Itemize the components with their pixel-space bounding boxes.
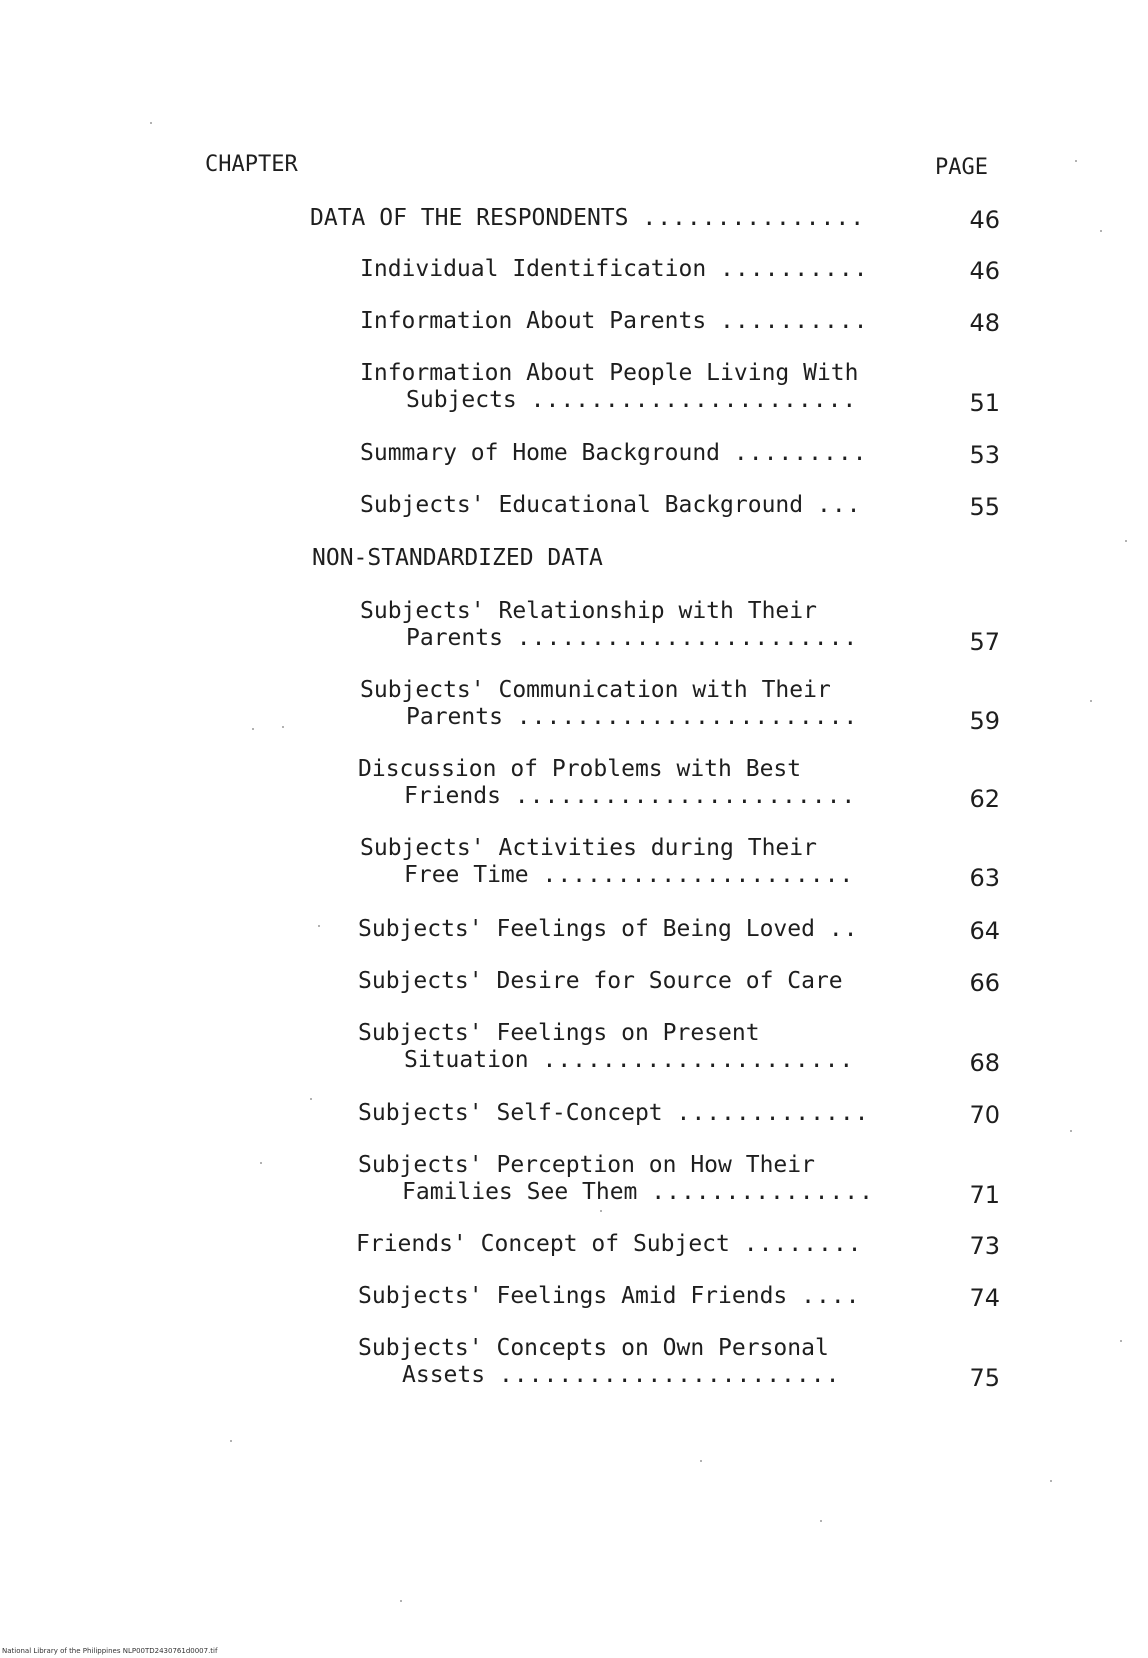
entry-title: Subjects' Feelings Amid Friends xyxy=(358,1283,788,1309)
entry-title: Information About Parents xyxy=(360,308,707,334)
toc-entry xyxy=(360,677,831,704)
page-number: 62 xyxy=(969,785,1000,813)
page-number: 53 xyxy=(969,441,1000,469)
toc-entry xyxy=(358,968,843,995)
dot-leader: .... xyxy=(801,1283,861,1309)
toc-entry-continuation xyxy=(404,1047,854,1074)
dot-leader: .. xyxy=(828,916,859,942)
page-number: 66 xyxy=(969,969,1000,997)
entry-title: Information About People Living With xyxy=(360,360,859,386)
page-number: 74 xyxy=(969,1284,1000,1312)
toc-entry-continuation xyxy=(406,387,857,414)
toc-entry-continuation xyxy=(406,704,858,731)
dot-leader: ...................... xyxy=(530,387,858,413)
page-number: 57 xyxy=(969,628,1000,656)
toc-entry xyxy=(360,256,869,283)
entry-title: Subjects' Self-Concept xyxy=(358,1100,663,1126)
section-title: NON-STANDARDIZED DATA xyxy=(312,545,603,571)
entry-title-continued: Assets xyxy=(402,1362,486,1388)
page-number: 64 xyxy=(969,917,1000,945)
dot-leader: ....................... xyxy=(514,783,857,809)
page-number: 46 xyxy=(969,206,1000,234)
toc-entry xyxy=(358,1335,829,1362)
toc-entry xyxy=(360,308,869,335)
entry-title: Individual Identification xyxy=(360,256,707,282)
page-number: 71 xyxy=(969,1181,1000,1209)
dot-leader: ..................... xyxy=(542,862,855,888)
toc-entry xyxy=(360,492,862,519)
entry-title: Subjects' Feelings of Being Loved xyxy=(358,916,815,942)
page-number: 46 xyxy=(969,257,1000,285)
toc-entry xyxy=(358,1152,815,1179)
toc-entry xyxy=(358,1283,861,1310)
entry-title-continued: Families See Them xyxy=(402,1179,638,1205)
entry-title-continued: Parents xyxy=(406,704,503,730)
entry-title-continued: Subjects xyxy=(406,387,517,413)
page-number: 73 xyxy=(969,1232,1000,1260)
entry-title: Subjects' Desire for Source of Care xyxy=(358,968,843,994)
dot-leader: ..................... xyxy=(542,1047,855,1073)
toc-entry xyxy=(358,916,859,943)
dot-leader: ....................... xyxy=(516,625,859,651)
toc-entry xyxy=(360,360,859,387)
toc-entry-continuation xyxy=(402,1362,840,1389)
scan-footer: National Library of the Philippines NLP00TD2430761d0007.tif xyxy=(2,1647,218,1655)
entry-title: Friends' Concept of Subject xyxy=(356,1231,730,1257)
page-number: 59 xyxy=(969,707,1000,735)
toc-entry xyxy=(360,835,817,862)
dot-leader: ............... xyxy=(642,205,866,231)
entry-title: Subjects' Communication with Their xyxy=(360,677,831,703)
page-number: 63 xyxy=(969,864,1000,892)
dot-leader: ............. xyxy=(676,1100,870,1126)
dot-leader: ............... xyxy=(651,1179,874,1205)
entry-title: Subjects' Activities during Their xyxy=(360,835,817,861)
toc-entry xyxy=(356,1231,863,1258)
toc-entry xyxy=(360,440,868,467)
toc-entry xyxy=(360,598,817,625)
entry-title: Subjects' Concepts on Own Personal xyxy=(358,1335,829,1361)
dot-leader: ........ xyxy=(743,1231,863,1257)
page-number: 51 xyxy=(969,389,1000,417)
page-column-header: PAGE xyxy=(935,155,988,180)
dot-leader: ... xyxy=(816,492,862,518)
toc-entry xyxy=(358,1100,870,1127)
dot-leader: ......... xyxy=(733,440,868,466)
entry-title: Discussion of Problems with Best xyxy=(358,756,802,782)
entry-title: Subjects' Relationship with Their xyxy=(360,598,817,624)
dot-leader: .......... xyxy=(720,256,869,282)
entry-title-continued: Situation xyxy=(404,1047,529,1073)
entry-title: Summary of Home Background xyxy=(360,440,721,466)
chapter-column-header: CHAPTER xyxy=(205,152,298,177)
toc-entry-continuation xyxy=(404,862,854,889)
dot-leader: .......... xyxy=(720,308,869,334)
entry-title-continued: Parents xyxy=(406,625,503,651)
section-heading xyxy=(312,545,603,572)
page-number: 68 xyxy=(969,1049,1000,1077)
toc-entry xyxy=(358,1020,760,1047)
page-number: 75 xyxy=(969,1364,1000,1392)
page-number: 55 xyxy=(969,493,1000,521)
toc-entry-continuation xyxy=(402,1179,874,1206)
toc-entry xyxy=(358,756,801,783)
entry-title: Subjects' Feelings on Present xyxy=(358,1020,760,1046)
section-title: DATA OF THE RESPONDENTS xyxy=(310,205,629,231)
page-number: 48 xyxy=(969,309,1000,337)
toc-entry-continuation xyxy=(406,625,858,652)
section-heading xyxy=(310,205,865,232)
dot-leader: ....................... xyxy=(516,704,859,730)
entry-title-continued: Friends xyxy=(404,783,501,809)
entry-title: Subjects' Perception on How Their xyxy=(358,1152,815,1178)
page-number: 70 xyxy=(969,1101,1000,1129)
entry-title-continued: Free Time xyxy=(404,862,529,888)
entry-title: Subjects' Educational Background xyxy=(360,492,804,518)
toc-entry-continuation xyxy=(404,783,856,810)
dot-leader: ....................... xyxy=(498,1362,841,1388)
